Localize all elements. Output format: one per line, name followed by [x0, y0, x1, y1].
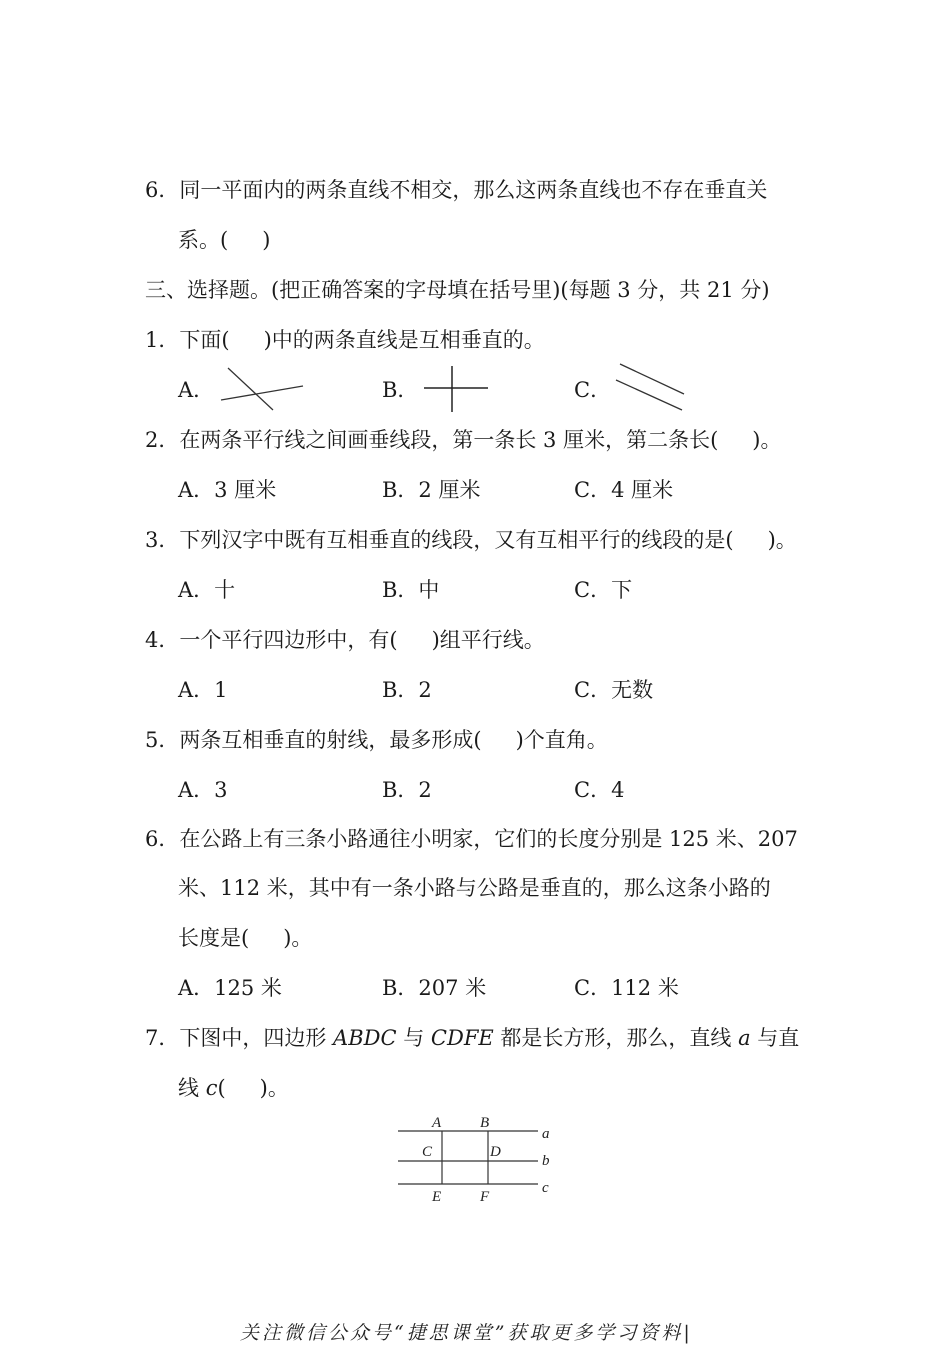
question-3-pre: 3．下列汉字中既有互相垂直的线段，又有互相平行的线段的是( [145, 528, 734, 552]
question-6-line3 [178, 924, 312, 952]
tf-question-6-line1: 6．同一平面内的两条直线不相交，那么这两条直线也不存在垂直关 [145, 178, 768, 202]
q7-text: 与 [396, 1026, 431, 1050]
question-5-post: )个直角。 [515, 728, 608, 752]
question-6-line2: 米、112 米，其中有一条小路与公路是垂直的，那么这条小路的 [178, 876, 771, 900]
question-7-line1 [145, 1024, 799, 1052]
q1-option-a: A． [178, 378, 215, 402]
q3-option-b: B．中 [382, 578, 440, 602]
question-2-pre: 2．在两条平行线之间画垂线段，第一条长 3 厘米，第二条长( [145, 428, 719, 452]
line-c1 [620, 364, 684, 394]
question-3-post: )。 [767, 528, 797, 552]
question-4 [145, 626, 545, 654]
label-c: c [542, 1180, 549, 1196]
question-6-line1: 6．在公路上有三条小路通往小明家，它们的长度分别是 125 米、207 [145, 827, 798, 851]
label-b: b [542, 1153, 550, 1169]
tf-question-6-line2 [178, 226, 270, 254]
question-6-post: )。 [283, 926, 313, 950]
q7-rectangles-figure [390, 1110, 570, 1210]
q2-option-c: C．4 厘米 [574, 478, 674, 502]
label-A: A [432, 1115, 442, 1131]
question-4-pre: 4．一个平行四边形中，有( [145, 628, 398, 652]
line-a1 [228, 368, 273, 410]
question-2 [145, 426, 781, 454]
section-title: 三、选择题。(把正确答案的字母填在括号里)(每题 3 分，共 21 分) [145, 278, 770, 302]
question-3 [145, 526, 797, 554]
question-1-post: )中的两条直线是互相垂直的。 [263, 328, 545, 352]
q7-var-c: c [205, 1076, 218, 1100]
q7-text: )。 [259, 1076, 289, 1100]
question-4-post: )组平行线。 [431, 628, 545, 652]
question-5-pre: 5．两条互相垂直的射线，最多形成( [145, 728, 482, 752]
q7-abdc: ABDC [333, 1026, 397, 1050]
label-a: a [542, 1126, 550, 1142]
q2-option-a: A．3 厘米 [178, 478, 277, 502]
label-B: B [480, 1115, 490, 1131]
question-1-pre: 1．下面( [145, 328, 230, 352]
q7-cdfe: CDFE [430, 1026, 494, 1050]
q3-option-a: A．十 [178, 578, 236, 602]
q4-option-b: B．2 [382, 678, 432, 702]
q7-text: 7．下图中，四边形 [145, 1026, 334, 1050]
q1-option-c: C． [574, 378, 612, 402]
q7-var-a: a [738, 1026, 751, 1050]
q4-option-c: C．无数 [574, 678, 654, 702]
label-F: F [480, 1189, 490, 1205]
label-C: C [422, 1144, 433, 1160]
line-c2 [616, 380, 682, 410]
footer-notice: 关注微信公众号“捷思课堂”获取更多学习资料| [240, 1322, 693, 1344]
question-5 [145, 726, 608, 754]
question-7-line2 [178, 1074, 289, 1102]
label-E: E [432, 1189, 442, 1205]
q5-option-b: B．2 [382, 778, 432, 802]
q1-figure-c-parallel-lines [612, 360, 690, 416]
label-D: D [490, 1144, 501, 1160]
line-a2 [221, 386, 303, 400]
tf-question-6-close: ) [262, 228, 271, 252]
q1-figure-b-perpendicular-lines [420, 364, 492, 414]
q7-text: 线 [178, 1076, 206, 1100]
q5-option-a: A．3 [178, 778, 228, 802]
q4-option-a: A．1 [178, 678, 228, 702]
q2-option-b: B．2 厘米 [382, 478, 481, 502]
q6-option-b: B．207 米 [382, 976, 487, 1000]
question-6-pre: 长度是( [178, 926, 250, 950]
question-1 [145, 326, 545, 354]
q6-option-c: C．112 米 [574, 976, 679, 1000]
q6-option-a: A．125 米 [178, 976, 282, 1000]
q1-figure-a-intersecting-lines [218, 364, 306, 414]
q1-option-b: B． [382, 378, 419, 402]
q7-text: 都是长方形，那么，直线 [493, 1026, 739, 1050]
q5-option-c: C．4 [574, 778, 625, 802]
question-2-post: )。 [752, 428, 782, 452]
tf-question-6-text: 系。( [178, 228, 229, 252]
q3-option-c: C．下 [574, 578, 633, 602]
q7-text: 与直 [750, 1026, 800, 1050]
q7-text: ( [217, 1076, 226, 1100]
